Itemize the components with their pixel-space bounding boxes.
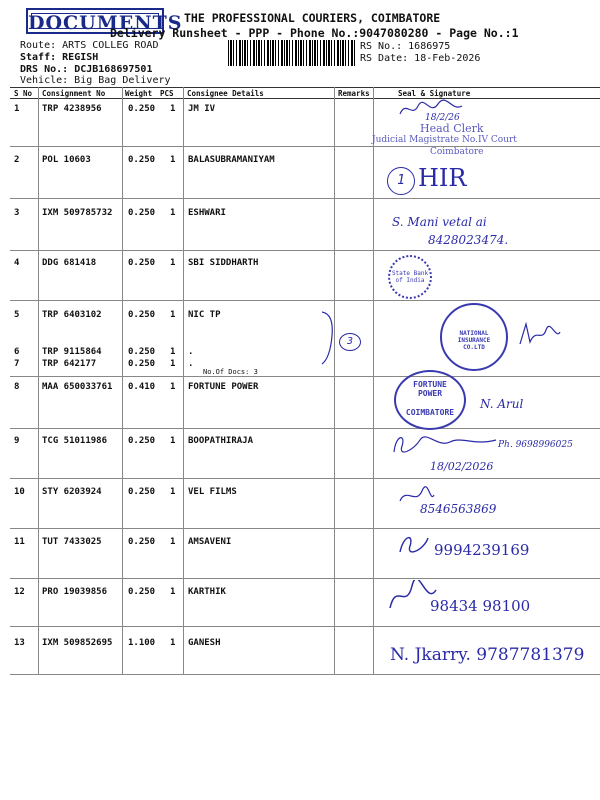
row-pcs: 1 — [170, 104, 176, 114]
row2-circled-number: 1 — [387, 167, 415, 195]
documents-stamp: DOCUMENTS — [26, 8, 164, 34]
row-weight: 0.250 — [128, 487, 156, 497]
drs-number — [20, 64, 152, 75]
row-pcs: 1 — [170, 258, 176, 268]
row3-name: S. Mani vetal ai — [392, 215, 487, 229]
col-consignment: Consignment No — [42, 89, 106, 98]
row9-signature — [390, 430, 500, 456]
runsheet-subtitle: Delivery Runsheet - PPP - Phone No.:9047080280 - Page No.:1 — [110, 26, 519, 40]
row4-bank-seal: State Bank of India — [388, 255, 432, 299]
staff-value: REGISH — [62, 52, 99, 63]
row-consignment: POL 10603 — [42, 155, 91, 165]
row-sno: 4 — [14, 258, 20, 268]
row-consignee: VEL FILMS — [188, 487, 237, 497]
row-pcs: 1 — [170, 436, 176, 446]
row8-seal-company: FORTUNE POWER — [413, 380, 447, 398]
row-consignment: STY 6203924 — [42, 487, 102, 497]
row-weight: 0.250 — [128, 587, 156, 597]
col-remarks: Remarks — [338, 89, 370, 98]
route: Route: ARTS COLLEG ROAD — [20, 40, 159, 51]
row-consignment: PRO 19039856 — [42, 587, 108, 597]
col-sno: S No — [14, 89, 33, 98]
row-weight: 0.250 — [128, 347, 156, 357]
row-pcs: 1 — [170, 359, 176, 369]
row-consignee: JM IV — [188, 104, 216, 114]
row5-circled-number: 3 — [339, 333, 361, 351]
row-consignment: MAA 650033761 — [42, 382, 113, 392]
row1-stamp-city: Coimbatore — [430, 147, 484, 157]
row1-stamp-court: Judicial Magistrate No.IV Court — [372, 135, 517, 145]
no-of-docs: No.Of Docs: 3 — [203, 368, 258, 376]
row-divider — [10, 578, 600, 579]
row-divider — [10, 528, 600, 529]
col-divider — [373, 87, 374, 674]
row-consignee: BALASUBRAMANIYAM — [188, 155, 275, 165]
row-sno: 12 — [14, 587, 25, 597]
row8-company-seal — [394, 370, 466, 430]
col-seal: Seal & Signature — [398, 89, 471, 98]
row-consignee: . — [188, 347, 194, 357]
row-weight: 0.250 — [128, 155, 156, 165]
row-consignee: NIC TP — [188, 310, 221, 320]
row-pcs: 1 — [170, 310, 176, 320]
col-divider — [122, 87, 123, 674]
row-consignee: BOOPATHIRAJA — [188, 436, 254, 446]
row-divider — [10, 300, 600, 301]
row9-date: 18/02/2026 — [430, 460, 494, 473]
row-sno: 7 — [14, 359, 20, 369]
row-consignment: TRP 6403102 — [42, 310, 102, 320]
row-consignee: AMSAVENI — [188, 537, 232, 547]
col-weight: Weight — [125, 89, 153, 98]
row-weight: 0.250 — [128, 436, 156, 446]
row-consignment: TRP 642177 — [42, 359, 97, 369]
staff — [20, 52, 98, 63]
row-weight: 0.250 — [128, 104, 156, 114]
row-consignment: TCG 51011986 — [42, 436, 108, 446]
table-header-border — [10, 98, 600, 99]
row-pcs: 1 — [170, 537, 176, 547]
col-divider — [183, 87, 184, 674]
row-weight: 0.250 — [128, 208, 156, 218]
row-consignee: SBI SIDDHARTH — [188, 258, 259, 268]
row-pcs: 1 — [170, 155, 176, 165]
col-divider — [334, 87, 335, 674]
row-divider — [10, 250, 600, 251]
row-sno: 2 — [14, 155, 20, 165]
drs-value: DCJB168697501 — [74, 64, 153, 75]
row9-phone: Ph. 9698996025 — [498, 440, 573, 450]
row-pcs: 1 — [170, 208, 176, 218]
row-divider — [10, 626, 600, 627]
row-sno: 10 — [14, 487, 25, 497]
row12-phone: 98434 98100 — [430, 597, 531, 615]
row-divider — [10, 478, 600, 479]
row-weight: 0.250 — [128, 310, 156, 320]
row13-signature-phone: N. Jkarry. 9787781379 — [390, 645, 585, 665]
col-divider — [38, 87, 39, 674]
barcode — [228, 40, 356, 66]
row-consignment: DDG 681418 — [42, 258, 97, 268]
row-divider — [10, 146, 600, 147]
row-pcs: 1 — [170, 487, 176, 497]
row-divider — [10, 674, 600, 675]
row-consignment: TRP 4238956 — [42, 104, 102, 114]
row-sno: 1 — [14, 104, 20, 114]
row1-stamp-title: Head Clerk — [420, 122, 484, 135]
row8-seal-city: COIMBATORE — [405, 408, 455, 417]
row-weight: 0.250 — [128, 258, 156, 268]
row5-signature — [516, 320, 562, 350]
row-consignee: GANESH — [188, 638, 221, 648]
rs-number: RS No.: 1686975 — [360, 41, 451, 52]
row-divider — [10, 428, 600, 429]
row-consignment: IXM 509785732 — [42, 208, 113, 218]
staff-label: Staff: — [20, 52, 57, 63]
row-consignment: TUT 7433025 — [42, 537, 102, 547]
drs-label: DRS No.: — [20, 64, 69, 75]
row-sno: 13 — [14, 638, 25, 648]
row-sno: 8 — [14, 382, 20, 392]
row-sno: 5 — [14, 310, 20, 320]
col-pcs: PCS — [160, 89, 174, 98]
row-consignee: KARTHIK — [188, 587, 226, 597]
row-pcs: 1 — [170, 382, 176, 392]
row5-insurance-seal: NATIONAL INSURANCE CO.LTD — [440, 303, 508, 371]
row-pcs: 1 — [170, 638, 176, 648]
row-consignment: TRP 9115864 — [42, 347, 102, 357]
row-sno: 9 — [14, 436, 20, 446]
row-weight: 0.410 — [128, 382, 156, 392]
row-sno: 11 — [14, 537, 25, 547]
row-weight: 0.250 — [128, 537, 156, 547]
table-top-border — [10, 87, 600, 88]
row2-signature: HIR — [418, 164, 467, 192]
row10-phone: 8546563869 — [420, 502, 497, 516]
row-consignment: IXM 509852695 — [42, 638, 113, 648]
row-pcs: 1 — [170, 587, 176, 597]
row3-phone: 8428023474. — [428, 233, 509, 247]
col-consignee: Consignee Details — [187, 89, 264, 98]
row11-signature — [396, 530, 432, 558]
row-divider — [10, 376, 600, 377]
row-sno: 3 — [14, 208, 20, 218]
row-consignee: FORTUNE POWER — [188, 382, 259, 392]
row-consignee: . — [188, 359, 194, 369]
row-weight: 0.250 — [128, 359, 156, 369]
row-sno: 6 — [14, 347, 20, 357]
vehicle: Vehicle: Big Bag Delivery — [20, 75, 171, 86]
row1-date: 18/2/26 — [425, 113, 460, 123]
rs-date: RS Date: 18-Feb-2026 — [360, 53, 481, 64]
row-pcs: 1 — [170, 347, 176, 357]
row-consignee: ESHWARI — [188, 208, 226, 218]
row11-phone: 9994239169 — [434, 541, 530, 559]
company-title: THE PROFESSIONAL COURIERS, COIMBATORE — [184, 11, 441, 25]
row-weight: 1.100 — [128, 638, 156, 648]
row8-signature: N. Arul — [480, 397, 524, 411]
row-divider — [10, 198, 600, 199]
